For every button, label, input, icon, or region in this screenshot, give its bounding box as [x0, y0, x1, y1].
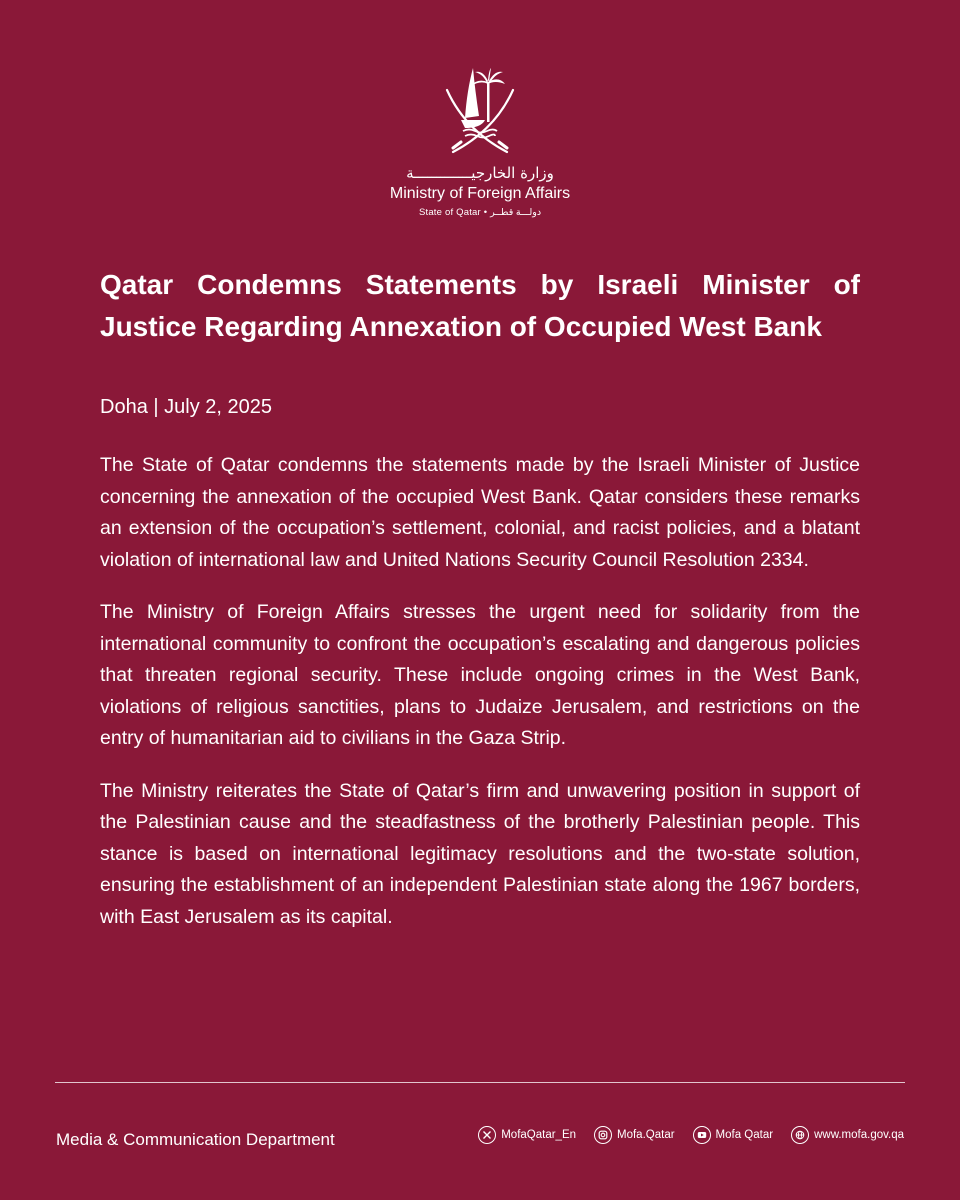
social-links — [478, 1126, 904, 1144]
social-label-instagram: Mofa.Qatar — [617, 1129, 675, 1141]
statement-body — [100, 450, 860, 954]
statement-title: Qatar Condemns Statements by Israeli Minister of Justice Regarding Annexation of Occupied West Bank — [100, 269, 860, 342]
footer-divider — [55, 1082, 905, 1083]
ministry-header — [0, 60, 960, 220]
paragraph-3: The Ministry reiterates the State of Qatar’s firm and unwavering position in support of the Palestinian cause and the steadfastness of the brotherly Palestinian people. This stance is based on international legitimacy resolutions and the two-state solution, ensuring the establishment of an independent Palestinian state along the 1967 borders, with East Jerusalem as its capital. — [100, 779, 860, 928]
dateline: Doha | July 2, 2025 — [100, 396, 272, 418]
department-name: Media & Communication Department — [56, 1130, 335, 1149]
social-link-x[interactable] — [478, 1126, 576, 1144]
globe-icon — [791, 1126, 809, 1144]
social-label-x: MofaQatar_En — [501, 1129, 577, 1141]
social-link-website[interactable] — [791, 1126, 904, 1144]
social-link-instagram[interactable] — [594, 1126, 675, 1144]
youtube-icon — [693, 1126, 711, 1144]
ministry-arabic-name: وزارة الخارجيـــــــــــــة — [406, 164, 554, 182]
state-line: State of Qatar • دولـــة قطــر — [418, 207, 542, 218]
social-link-youtube[interactable] — [693, 1126, 774, 1144]
ministry-english-name: Ministry of Foreign Affairs — [389, 185, 571, 202]
social-label-website: www.mofa.gov.qa — [814, 1129, 904, 1141]
paragraph-2: The Ministry of Foreign Affairs stresses the urgent need for solidarity from the international community to confront the occupation’s escalating and dangerous policies that threaten regional security. These include ongoing crimes in the West Bank, violations of religious sanctities, plans to Judaize Jerusalem, and restrictions on the entry of humanitarian aid to civilians in the Gaza Strip. — [100, 601, 860, 749]
social-label-youtube: Mofa Qatar — [715, 1129, 774, 1141]
instagram-icon — [594, 1126, 612, 1144]
qatar-emblem-icon — [435, 60, 525, 160]
x-icon — [478, 1126, 496, 1144]
paragraph-1: The State of Qatar condemns the statements made by the Israeli Minister of Justice concerning the annexation of the occupied West Bank. Qatar considers these remarks an extension of the occupation’s settlement, colonial, and racist policies, and a blatant violation of international law and United Nations Security Council Resolution 2334. — [100, 454, 860, 571]
